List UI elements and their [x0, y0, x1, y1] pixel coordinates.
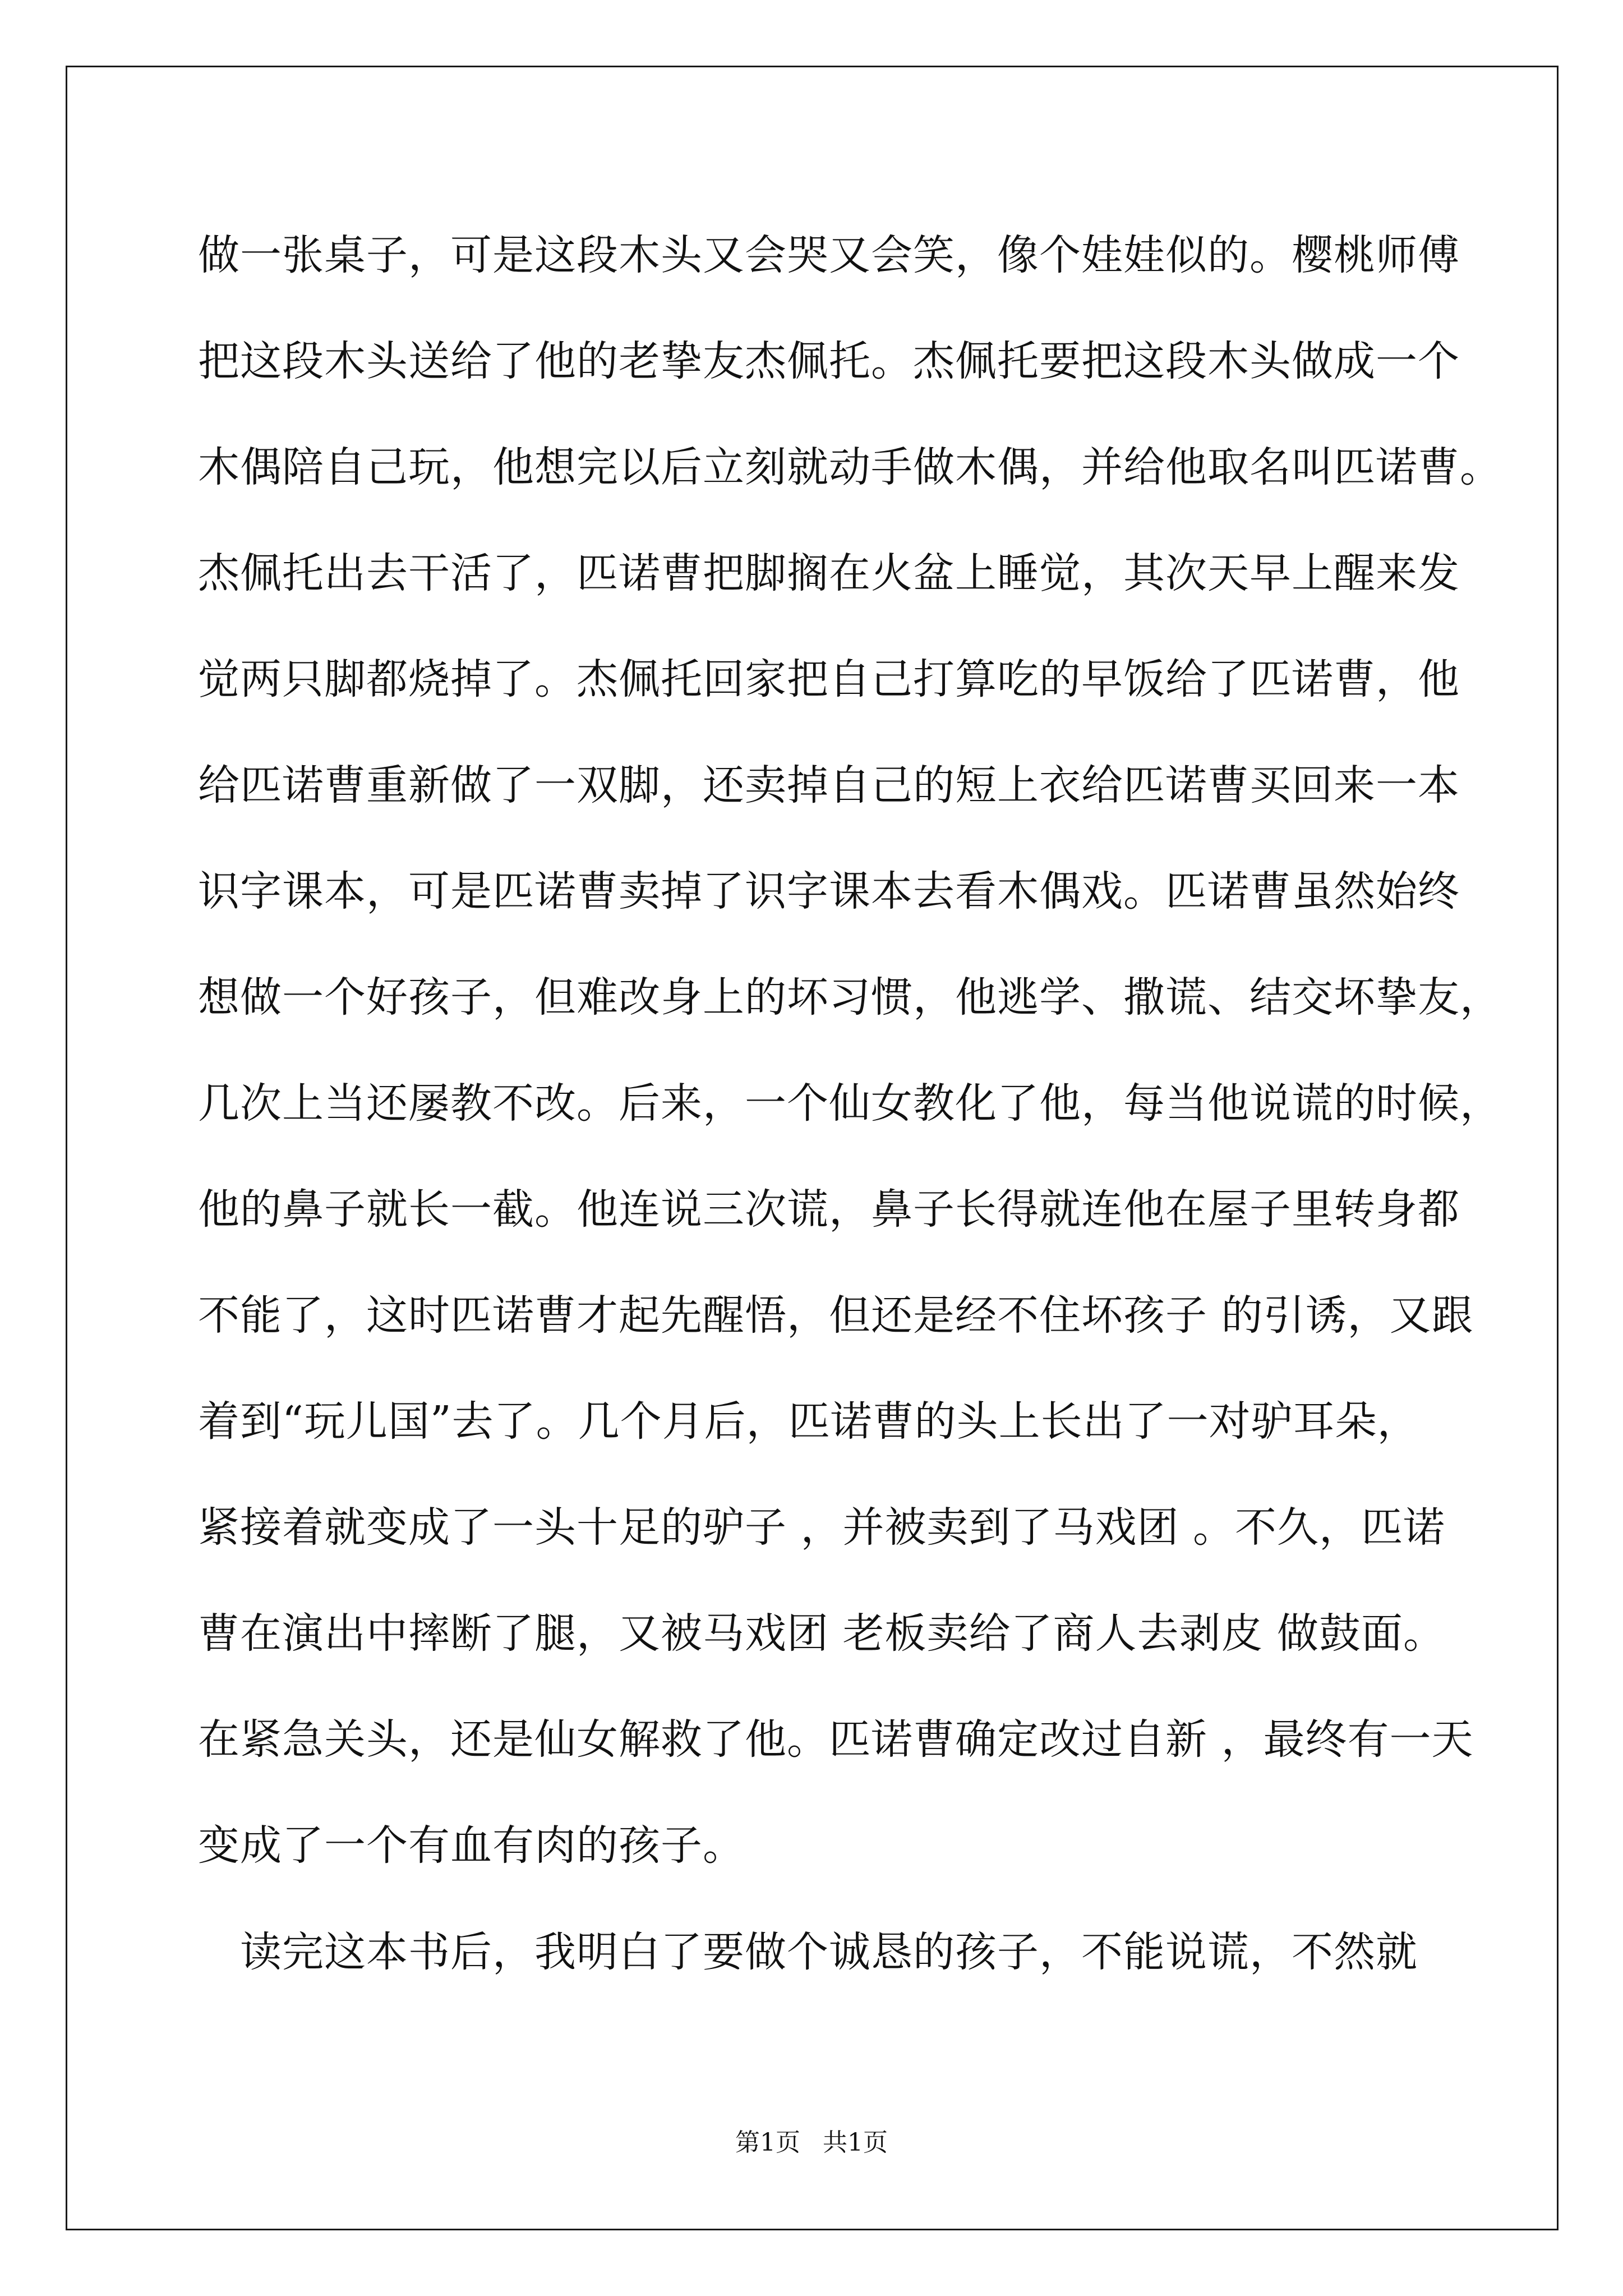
page-footer: [0, 2126, 1623, 2160]
page-number: 第1页: [735, 2128, 800, 2157]
text-line: 给匹诺曹重新做了一双脚，还卖掉自己的短上衣给匹诺曹买回来一本: [198, 761, 1460, 809]
text-line: 他的鼻子就长一截。他连说三次谎，鼻子长得就连他在屋子里转身都: [198, 1185, 1460, 1234]
text-line: 着到“玩儿国”去了。几个月后，匹诺曹的头上长出了一对驴耳朵，: [198, 1397, 1419, 1446]
text-line: 紧接着就变成了一头十足的驴子 ，并被卖到了马戏团 。不久，匹诺: [198, 1503, 1446, 1552]
text-line: 识字课本，可是匹诺曹卖掉了识字课本去看木偶戏。匹诺曹虽然始终: [198, 867, 1460, 915]
text-line: 在紧急关头，还是仙女解救了他。匹诺曹确定改过自新 ，最终有一天: [198, 1715, 1474, 1764]
text-line: 把这段木头送给了他的老挚友杰佩托。杰佩托要把这段木头做成一个: [198, 337, 1460, 385]
text-line: 几次上当还屡教不改。后来，一个仙女教化了他，每当他说谎的时候，: [198, 1079, 1502, 1128]
text-line: 曹在演出中摔断了腿，又被马戏团 老板卖给了商人去剥皮 做鼓面。: [198, 1609, 1446, 1658]
text-line: 读完这本书后，我明白了要做个诚恳的孩子，不能说谎，不然就: [198, 1928, 1418, 1976]
text-line: 木偶陪自己玩，他想完以后立刻就动手做木偶，并给他取名叫匹诺曹。: [198, 443, 1502, 491]
text-line: 做一张桌子，可是这段木头又会哭又会笑，像个娃娃似的。樱桃师傅: [198, 231, 1460, 279]
text-line: 变成了一个有血有肉的孩子。: [198, 1821, 745, 1870]
page-total: 共1页: [823, 2128, 888, 2157]
text-line: 觉两只脚都烧掉了。杰佩托回家把自己打算吃的早饭给了匹诺曹，他: [198, 655, 1460, 703]
text-line: 想做一个好孩子，但难改身上的坏习惯，他逃学、撒谎、结交坏挚友，: [198, 973, 1502, 1022]
text-line: 杰佩托出去干活了，匹诺曹把脚搁在火盆上睡觉，其次天早上醒来发: [198, 549, 1460, 597]
text-line: 不能了，这时匹诺曹才起先醒悟，但还是经不住坏孩子 的引诱，又跟: [198, 1291, 1474, 1340]
